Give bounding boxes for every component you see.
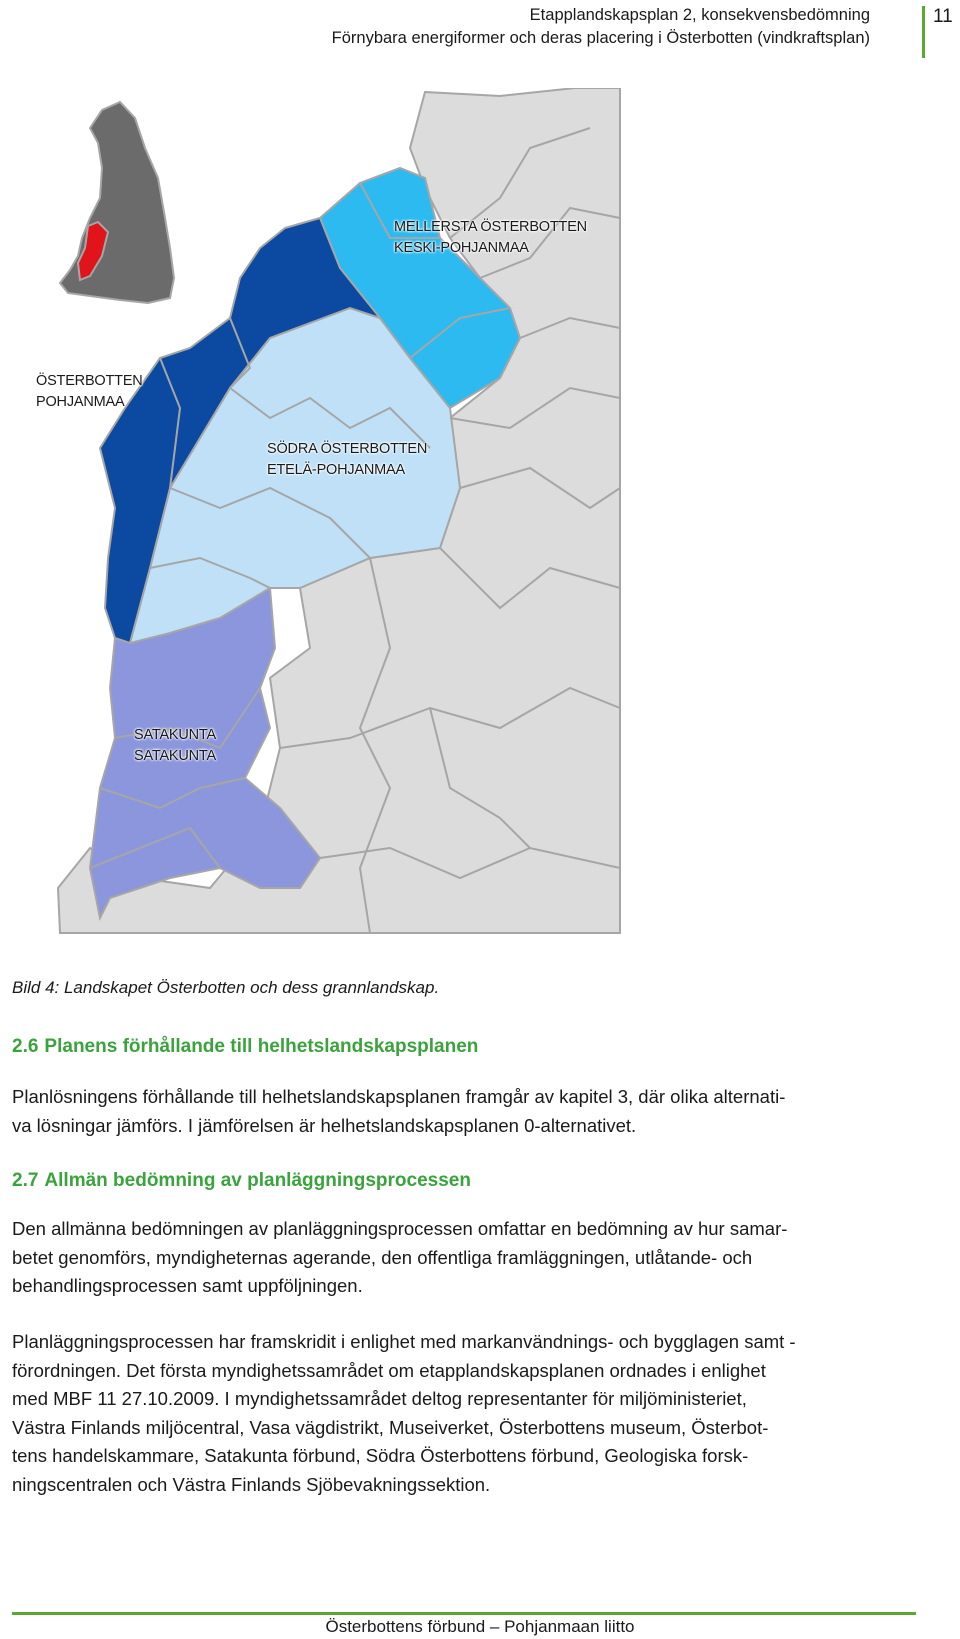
map-label-sodra [267, 439, 427, 481]
running-header [332, 4, 870, 50]
text-line: tens handelskammare, Satakunta förbund, Södra Österbottens förbund, Geologiska forsk- [12, 1445, 749, 1466]
map-label-sodra-fi: ETELÄ-POHJANMAA [267, 462, 405, 478]
map-label-satakunta-fi: SATAKUNTA [134, 748, 216, 764]
text-line: Planläggningsprocessen har framskridit i enlighet med markanvändnings- och bygglagen samt - [12, 1331, 796, 1352]
map-label-mellersta-fi: KESKI-POHJANMAA [394, 240, 529, 256]
footer-divider [12, 1612, 916, 1615]
figure-caption: Bild 4: Landskapet Österbotten och dess grannlandskap. [12, 978, 440, 997]
text-line: Planlösningens förhållande till helhetslandskapsplanen framgår av kapitel 3, där olika alternati- [12, 1086, 786, 1107]
header-title: Etapplandskapsplan 2, konsekvensbedömning [529, 6, 870, 24]
text-line: förordningen. Det första myndighetssamrådet om etapplandskapsplanen ordnades i enlighet [12, 1359, 766, 1381]
finland-inset-map [60, 102, 174, 303]
section-number: 2.7 [12, 1170, 39, 1191]
text-line: med MBF 11 27.10.2009. I myndighetssamrådet deltog representanter för miljöministeriet, [12, 1388, 747, 1409]
text-line: behandlingsprocessen samt uppföljningen. [12, 1275, 363, 1296]
map-label-osterbotten-sv: ÖSTERBOTTEN [36, 373, 143, 389]
map-label-satakunta-sv: SATAKUNTA [134, 727, 216, 743]
map-label-mellersta [394, 217, 587, 259]
text-line: Västra Finlands miljöcentral, Vasa vägdistrikt, Museiverket, Österbottens museum, Österbot- [12, 1416, 769, 1438]
region-map [30, 88, 652, 980]
map-label-osterbotten [36, 371, 143, 413]
section-heading-2-6 [12, 1036, 478, 1058]
text-line: Den allmänna bedömningen av planläggningsprocessen omfattar en bedömning av hur samar- [12, 1218, 788, 1239]
text-line: betet genomförs, myndigheternas agerande, den offentliga framläggningen, utlåtande- och [12, 1246, 753, 1268]
section-2-7-paragraph-1 [12, 1215, 912, 1301]
page-number: 11 [933, 6, 953, 27]
map-label-sodra-sv: SÖDRA ÖSTERBOTTEN [267, 441, 428, 457]
map-label-osterbotten-fi: POHJANMAA [36, 394, 125, 410]
section-title: Allmän bedömning av planläggningsprocessen [44, 1170, 471, 1191]
section-number: 2.6 [12, 1036, 39, 1057]
map-label-satakunta [134, 725, 216, 767]
header-subtitle: Förnybara energiformer och deras placering i Österbotten (vindkraftsplan) [331, 29, 870, 47]
section-2-6-paragraph [12, 1083, 912, 1140]
section-title: Planens förhållande till helhetslandskapsplanen [44, 1036, 479, 1057]
section-2-7-paragraph-2 [12, 1328, 912, 1499]
text-line: va lösningar jämförs. I jämförelsen är helhetslandskapsplanen 0-alternativet. [12, 1114, 637, 1136]
section-heading-2-7 [12, 1170, 471, 1192]
header-divider [922, 6, 925, 58]
text-line: ningscentralen och Västra Finlands Sjöbevakningssektion. [12, 1473, 491, 1495]
map-label-mellersta-sv: MELLERSTA ÖSTERBOTTEN [394, 219, 587, 235]
footer-text: Österbottens förbund – Pohjanmaan liitto [325, 1617, 635, 1636]
